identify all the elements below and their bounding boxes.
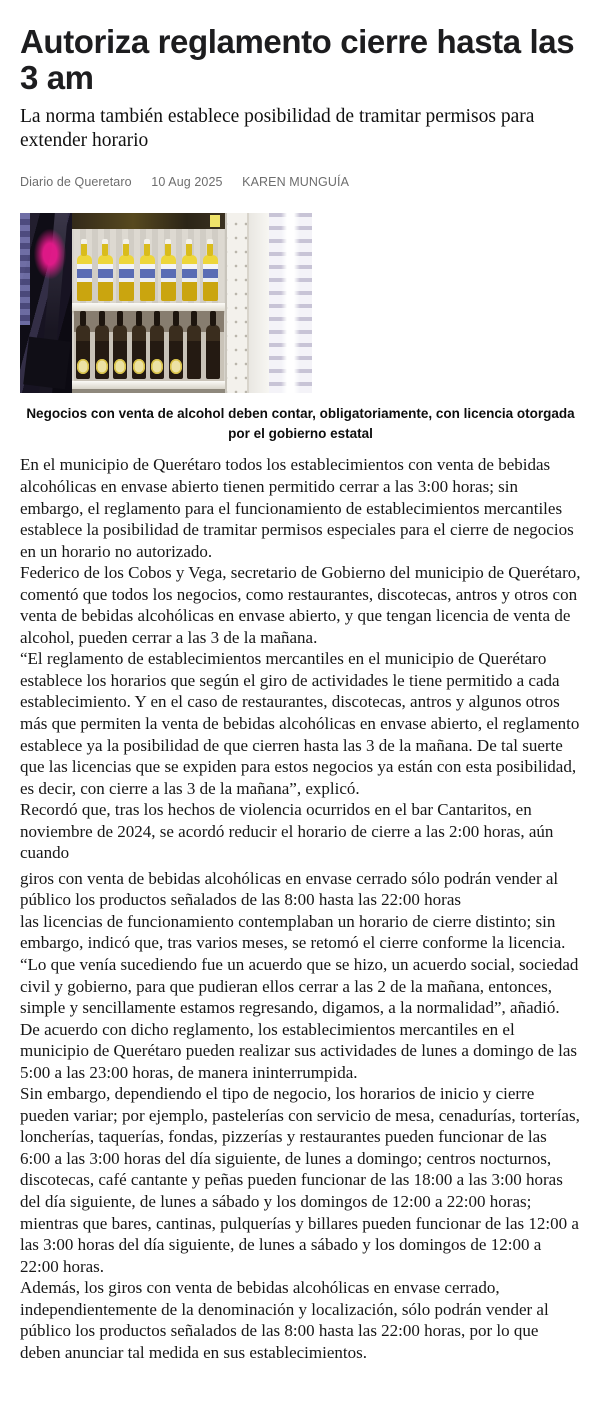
- beer-bottle-yellow: [140, 255, 155, 301]
- photo-shelf-shadow: [72, 389, 225, 393]
- article-paragraph: En el municipio de Querétaro todos los establecimientos con venta de bebidas alcohólicas en envase abierto tienen permitido cerrar a las 3:00 horas; sin embargo, el reglamento para el funcionamiento de establecimientos mercantiles establece la posibilidad de tramitar permisos especiales para el cierre de negocios en un horario no autorizado.: [20, 455, 574, 561]
- beer-bottle-dark: [169, 325, 183, 379]
- article-paragraph: Federico de los Cobos y Vega, secretario de Gobierno del municipio de Querétaro, comentó que todos los negocios, como restaurantes, discotecas, antros y otros con venta de bebidas alcohólicas en envase abierto, y que tengan licencia de venta de alcohol, pueden cerrar a las 3 de la mañana.: [20, 563, 581, 647]
- photo-fridge-frame: [20, 213, 72, 393]
- article-paragraph: “Lo que venía sucediendo fue un acuerdo que se hizo, un acuerdo social, sociedad civil y gobierno, para que pudieran ellos cerrar a las 2 de la mañana, entonces, simple y sencillamente estamos regresando, digamos, a la normalidad”, añadió.: [20, 954, 579, 1018]
- byline-date: 10 Aug 2025: [151, 175, 223, 190]
- article-photo: [20, 213, 312, 393]
- photo-caption: Negocios con venta de alcohol deben contar, obligatoriamente, con licencia otorgada por el gobierno estatal: [26, 406, 575, 441]
- photo-shelves: [72, 213, 225, 393]
- article-body: [20, 454, 581, 1363]
- article-title: Autoriza reglamento cierre hasta las 3 am: [20, 23, 575, 96]
- beer-bottle-yellow: [98, 255, 113, 301]
- beer-bottle-dark: [206, 325, 220, 379]
- photo-shelf-bar: [72, 381, 225, 389]
- photo-bottle-row-bottom: [74, 311, 224, 381]
- photo-bottle-row-top: [74, 229, 224, 303]
- byline-source: Diario de Queretaro: [20, 175, 132, 190]
- article-byline: [20, 175, 581, 189]
- beer-bottle-dark: [187, 325, 201, 379]
- beer-bottle-dark: [132, 325, 146, 379]
- article-paragraph: De acuerdo con dicho reglamento, los establecimientos mercantiles en el municipio de Querétaro pueden realizar sus actividades de lunes a domingo de las 5:00 a las 23:00 horas, de manera ininterrumpida.: [20, 1019, 578, 1082]
- article-paragraph: Además, los giros con venta de bebidas alcohólicas en envase cerrado, independientemente de la denominación y localización, sólo podrán vender al público los productos señalados de las 8:00 hasta las 22:00 horas, por lo que deben anunciar tal medida en sus establecimientos.: [20, 1278, 549, 1362]
- beer-bottle-yellow: [203, 255, 218, 301]
- article-paragraph: “El reglamento de establecimientos mercantiles en el municipio de Querétaro establece los horarios que según el giro de actividades le tiene permitido a cada establecimiento. Y en el caso de restaurantes, discotecas, antros y algunos otros más que permiten la venta de bebidas alcohólicas en envase abierto, el reglamento establece ya la posibilidad de que cierren hasta las 3 de la mañana. De tal suerte que las licencias que se expiden para estos negocios ya están con esta posibilidad, es decir, con cierre a las 3 de la mañana”, explicó.: [20, 649, 580, 798]
- photo-door-frame: [249, 213, 269, 393]
- beer-bottle-yellow: [182, 255, 197, 301]
- beer-bottle-dark: [150, 325, 164, 379]
- beer-bottle-dark: [113, 325, 127, 379]
- article-paragraph: las licencias de funcionamiento contemplaban un horario de cierre distinto; sin embargo, indicó que, tras varios meses, se retomó el cierre conforme la licencia.: [20, 911, 566, 953]
- article-subtitle: La norma también establece posibilidad de tramitar permisos para extender horario: [20, 105, 535, 152]
- photo-neon-glow: [34, 229, 66, 279]
- article-paragraph: Recordó que, tras los hechos de violencia ocurridos en el bar Cantaritos, en noviembre de 2024, se acordó reducir el horario de cierre a las 2:00 horas, aún cuando: [20, 800, 554, 863]
- photo-door-handle: [23, 337, 71, 390]
- beer-bottle-yellow: [77, 255, 92, 301]
- article-paragraph: Sin embargo, dependiendo el tipo de negocio, los horarios de inicio y cierre pueden variar; por ejemplo, pastelerías con servicio de mesa, cenadurías, torterías, loncherías, taquerías, fondas, pizzerías y restaurantes pueden funcionar de las 6:00 a las 3:00 horas del día siguiente, de lunes a domingo; centros nocturnos, discotecas, café cantante y peñas pueden funcionar de las 18:00 a las 3:00 horas del día siguiente, de lunes a sábado y los domingos de 12:00 a 22:00 horas; mientras que bares, cantinas, pulquerías y billares pueden funcionar de las 12:00 a las 3:00 horas del día siguiente, de lunes a sábado y los domingos de 12:00 a 22:00 horas.: [20, 1084, 580, 1276]
- beer-bottle-yellow: [161, 255, 176, 301]
- photo-led-strip: [20, 213, 30, 325]
- photo-shelf-upright: [225, 213, 249, 393]
- beer-bottle-yellow: [119, 255, 134, 301]
- photo-shelf-bar: [72, 303, 225, 311]
- photo-top-strip: [72, 213, 225, 229]
- photo-price-tag: [210, 215, 220, 227]
- beer-bottle-dark: [95, 325, 109, 379]
- article-paragraph: giros con venta de bebidas alcohólicas en envase cerrado sólo podrán vender al público los productos señalados de las 8:00 hasta las 22:00 horas: [20, 868, 559, 910]
- byline-author: KAREN MUNGUÍA: [242, 175, 350, 190]
- beer-bottle-dark: [76, 325, 90, 379]
- photo-door-light: [269, 213, 312, 393]
